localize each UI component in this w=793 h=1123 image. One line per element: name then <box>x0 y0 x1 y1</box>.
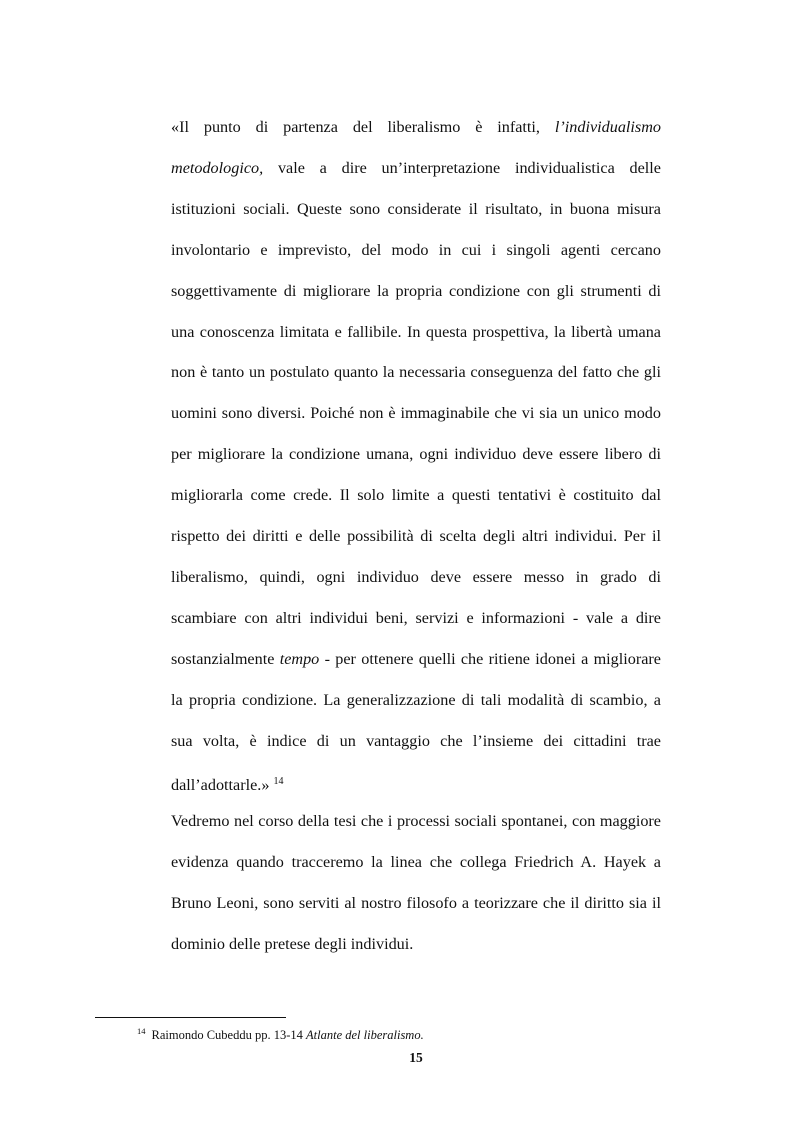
quote-text-part-3: - per ottenere quelli che ritiene idonei a migliorare la propria condizione. La generalizzazione di tali modalità di scambio, a sua volta, è indice di un vantaggio che l’insieme dei cittadini trae dall’adottarle.» <box>171 649 661 794</box>
footnote-book-title: Atlante del liberalismo. <box>306 1028 424 1042</box>
body-paragraph <box>171 801 661 965</box>
quote-emphasis-individualismo: l’individualismo metodologico, <box>171 118 661 177</box>
quote-paragraph <box>171 107 661 805</box>
page-number: 15 <box>409 1050 423 1065</box>
quoted-passage <box>171 107 661 805</box>
quote-emphasis-tempo: tempo <box>279 649 320 668</box>
body-paragraph-text: Vedremo nel corso della tesi che i processi sociali spontanei, con maggiore evidenza quando tracceremo la linea che collega Friedrich A. Hayek a Bruno Leoni, sono serviti al nostro filosofo a teorizzare che il diritto sia il dominio delle pretese degli individui. <box>171 812 661 953</box>
footnote-separator <box>95 1017 286 1018</box>
footnote-number: 14 <box>137 1026 146 1036</box>
footnote-reference: 14 <box>273 775 284 787</box>
footnote <box>137 1023 697 1043</box>
quote-text-part-1: «Il punto di partenza del liberalismo è infatti, <box>171 118 555 136</box>
quote-text-part-2: vale a dire un’interpretazione individualistica delle istituzioni sociali. Queste sono considerate il risultato, in buona misura involontario e imprevisto, del modo in cui i singoli agenti cercano soggettivamente di migliorare la propria condizione con gli strumenti di una conoscenza limitata e fallibile. In questa prospettiva, la libertà umana non è tanto un postulato quanto la necessaria conseguenza del fatto che gli uomini sono diversi. Poiché non è immaginabile che vi sia un unico modo per migliorare la condizione umana, ogni individuo deve essere libero di migliorarla come crede. Il solo limite a questi tentativi è costituito dal rispetto dei diritti e delle possibilità di scelta degli altri individui. Per il liberalismo, quindi, ogni individuo deve essere messo in grado di scambiare con altri individui beni, servizi e informazioni - vale a dire sostanzialmente <box>171 158 661 668</box>
footnote-text: Raimondo Cubeddu pp. 13-14 <box>151 1028 307 1042</box>
